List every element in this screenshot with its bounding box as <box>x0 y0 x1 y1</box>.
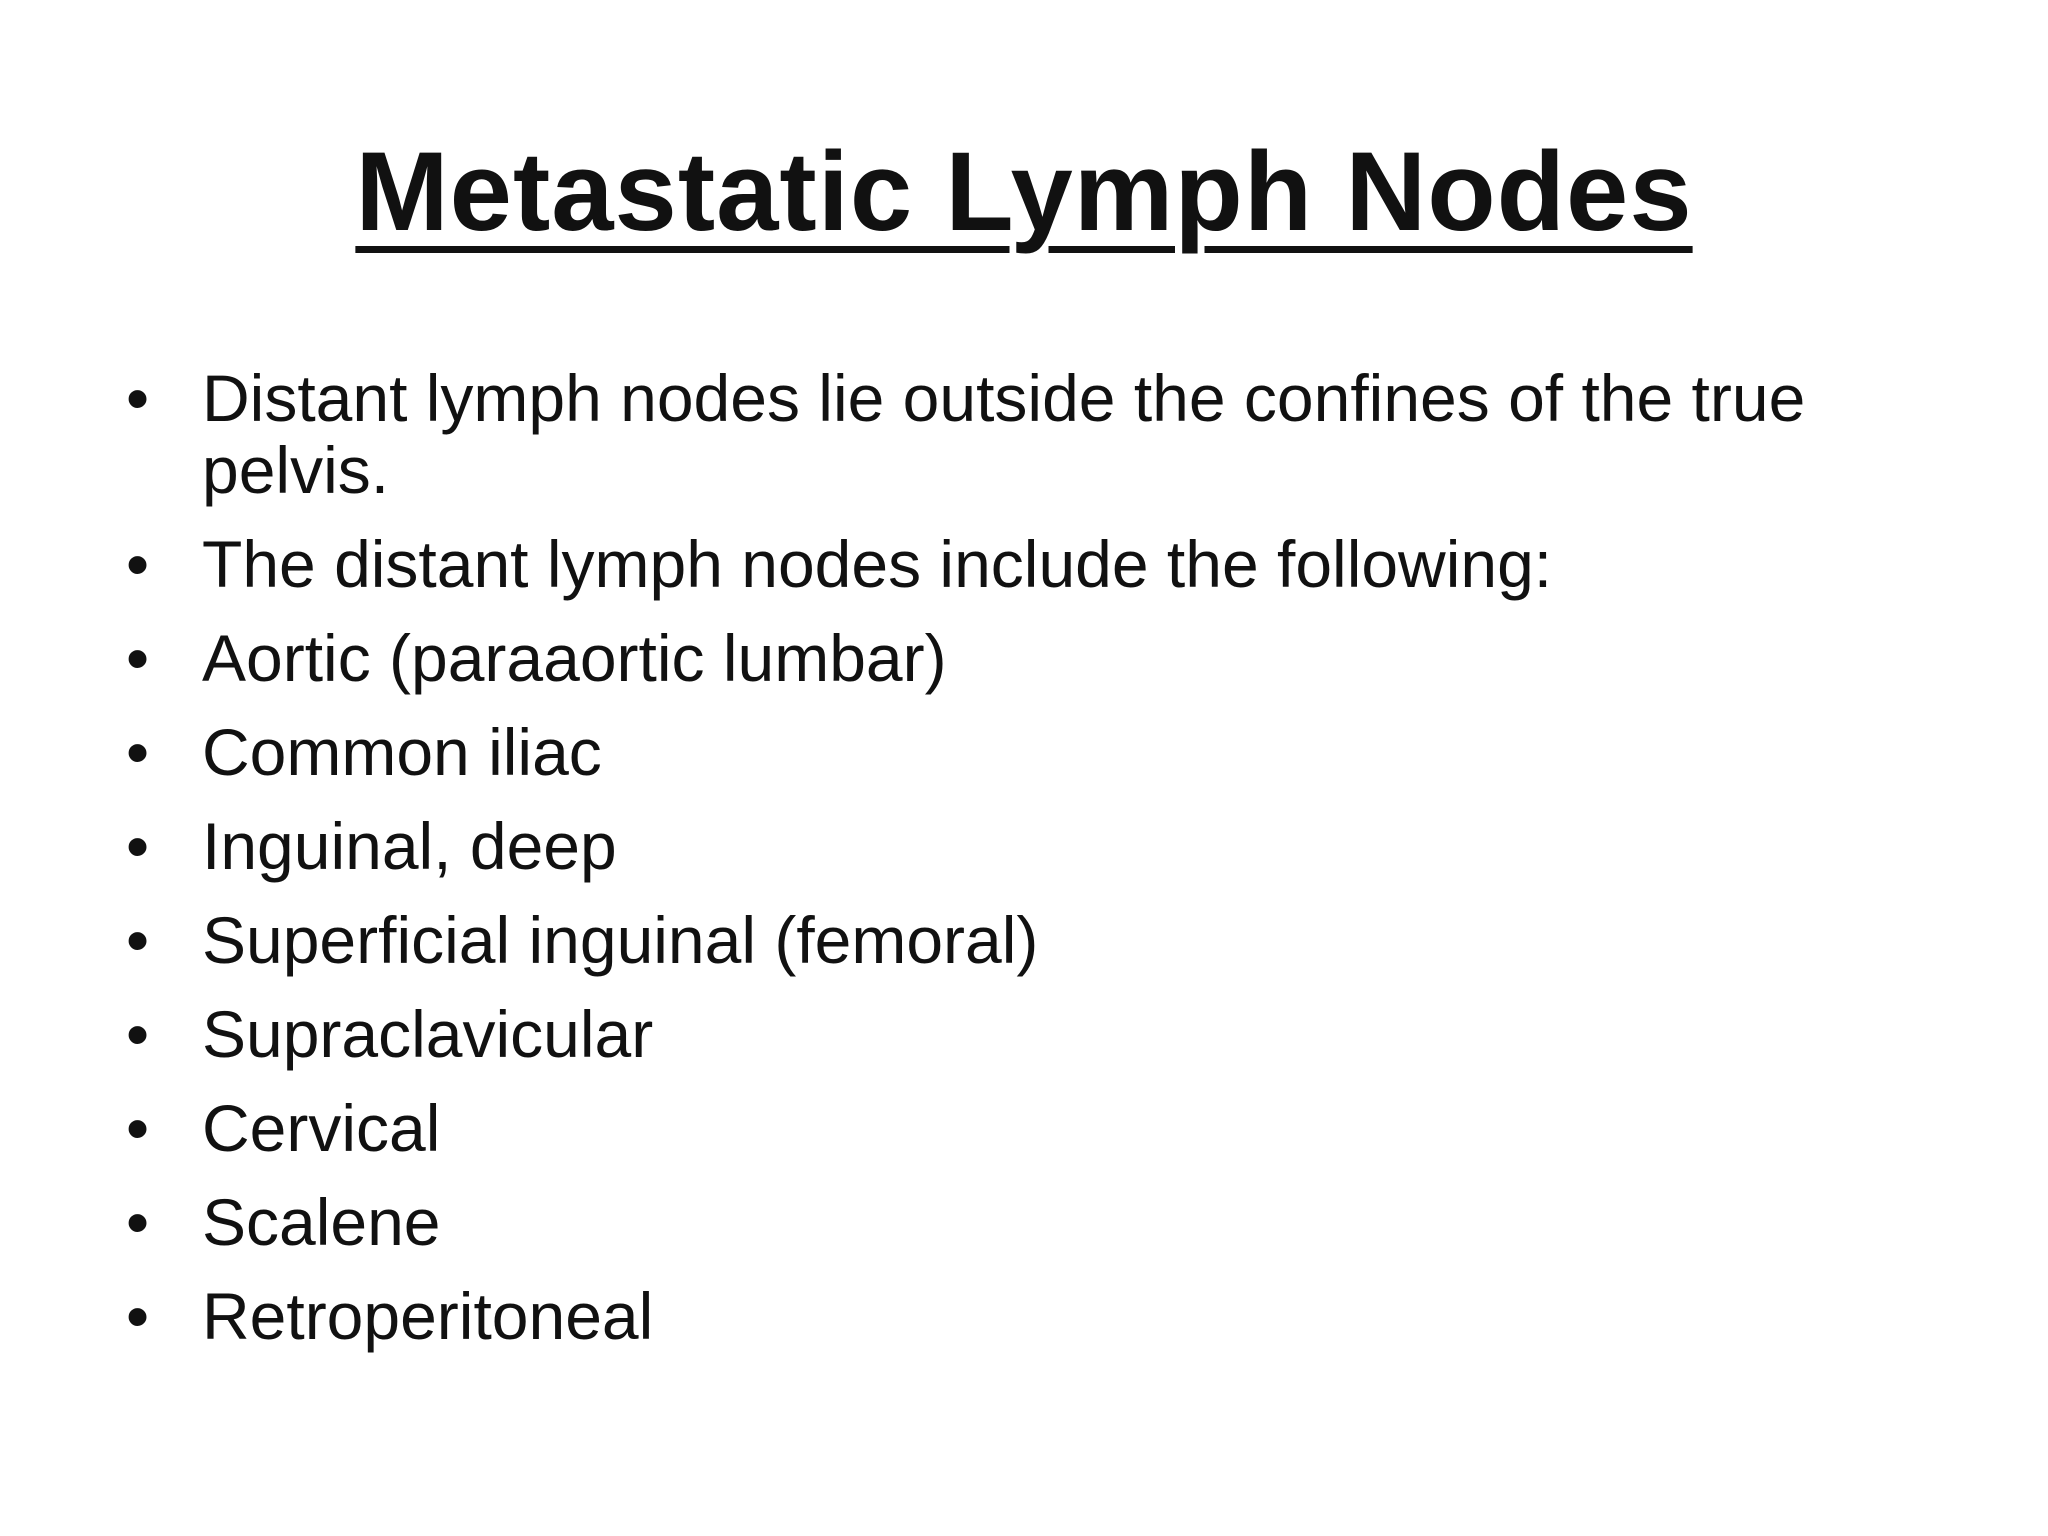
bullet-text: Common iliac <box>202 715 602 789</box>
list-item <box>120 1280 1880 1352</box>
bullet-dot-icon <box>126 810 166 882</box>
bullet-text: Aortic (paraaortic lumbar) <box>202 621 947 695</box>
list-item <box>120 716 1880 788</box>
bullet-dot-icon <box>126 998 166 1070</box>
list-item <box>120 810 1880 882</box>
list-item <box>120 362 1880 506</box>
list-item <box>120 1186 1880 1258</box>
bullet-dot-icon <box>126 528 166 600</box>
bullet-text: Supraclavicular <box>202 997 654 1071</box>
slide-title <box>0 128 2048 257</box>
bullet-dot-icon <box>126 716 166 788</box>
bullet-dot-icon <box>126 622 166 694</box>
bullet-text: The distant lymph nodes include the following: <box>202 527 1553 601</box>
bullet-dot-icon <box>126 1280 166 1352</box>
bullet-text: Retroperitoneal <box>202 1279 654 1353</box>
bullet-text: Scalene <box>202 1185 441 1259</box>
bullet-text: Superficial inguinal (femoral) <box>202 903 1039 977</box>
bullet-dot-icon <box>126 1092 166 1164</box>
bullet-text: Inguinal, deep <box>202 809 617 883</box>
list-item <box>120 622 1880 694</box>
bullet-dot-icon <box>126 362 166 434</box>
bullet-dot-icon <box>126 1186 166 1258</box>
bullet-dot-icon <box>126 904 166 976</box>
bullet-text: Cervical <box>202 1091 441 1165</box>
list-item <box>120 528 1880 600</box>
slide-title-text: Metastatic Lymph Nodes <box>355 129 1693 254</box>
bullet-list <box>120 362 1880 1374</box>
list-item <box>120 1092 1880 1164</box>
list-item <box>120 998 1880 1070</box>
list-item <box>120 904 1880 976</box>
bullet-text: Distant lymph nodes lie outside the confines of the true pelvis. <box>202 361 1806 507</box>
